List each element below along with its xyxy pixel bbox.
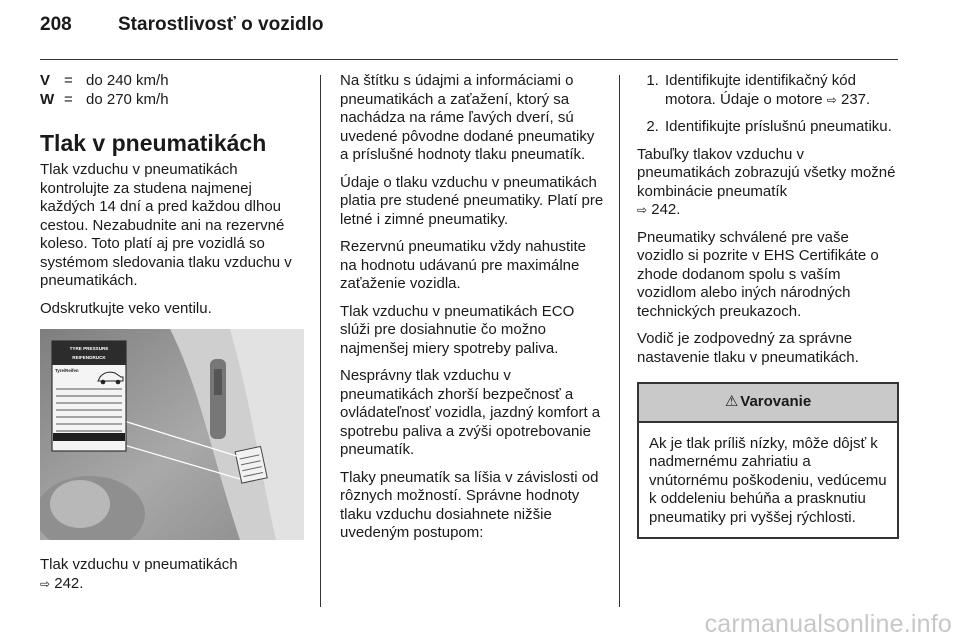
page-ref-arrow-icon: ⇨	[637, 203, 648, 217]
steps-list	[637, 72, 899, 137]
tyre-pressure-label-photo	[40, 329, 304, 540]
page-ref-arrow-icon: ⇨	[826, 92, 837, 107]
paragraph-text: Tabuľky tlakov vzduchu v pneumatikách zobrazujú všetky možné kombinácie pneumatík	[637, 145, 896, 200]
paragraph: Tlak vzduchu v pneumatikách kontrolujte za studena najmenej každých 14 dní a pred každou dlhou cestou. Nezabudnite ani na rezervné koleso. Toto platí aj pre vozidlá so systémom sledovania tlaku vzduchu v pneumatikách.	[40, 161, 292, 289]
warning-header	[639, 384, 897, 423]
paragraph: Nesprávny tlak vzduchu v pneumatikách zhorší bezpečnosť a ovládateľnosť vozidla, jazdný komfort a spotrebu paliva a zvýši opotrebovanie pneumatík.	[340, 367, 601, 458]
list-item	[663, 72, 899, 109]
label-line: REIFENDRUCK	[72, 355, 106, 360]
watermark: carmanualsonline.info	[704, 610, 952, 638]
warning-triangle-icon: ⚠	[724, 392, 739, 410]
page-ref: 242.	[54, 574, 84, 592]
column-3	[637, 72, 899, 539]
speed-eq: =	[64, 72, 73, 89]
step-text: Identifikujte identifikačný kód motora. Údaje o motore	[665, 72, 856, 108]
speed-value: do 270 km/h	[86, 90, 169, 108]
paragraph: Rezervnú pneumatiku vždy nahustite na hodnotu udávanú pre maximálne zaťaženie vozidla.	[340, 238, 586, 292]
page-number: 208	[40, 14, 72, 35]
paragraph: Údaje o tlaku vzduchu v pneumatikách platia pre studené pneumatiky. Platí pre letné i zimné pneumatiky.	[340, 173, 604, 228]
speed-row	[40, 72, 306, 91]
speed-row	[40, 91, 306, 110]
column-divider	[619, 75, 620, 607]
page-header	[40, 14, 323, 36]
warning-text: Ak je tlak príliš nízky, môže dôjsť k nadmernému zahriatiu a vnútornému poškodeniu, vedúcemu k oddeleniu behúňa a prasknutiu pneumatiky pri vyššej rýchlosti.	[649, 434, 887, 526]
warning-body	[639, 423, 897, 538]
section-heading: Tlak v pneumatikách	[40, 130, 267, 156]
page-ref: 237.	[840, 90, 871, 108]
page-ref: 242.	[651, 201, 681, 218]
speed-eq: =	[64, 90, 73, 108]
warning-box	[637, 382, 899, 539]
step-text: Identifikujte príslušnú pneumatiku.	[665, 118, 892, 135]
list-item	[663, 118, 899, 137]
column-divider	[320, 75, 321, 607]
page-title: Starostlivosť o vozidlo	[118, 14, 324, 35]
paragraph: Na štítku s údajmi a informáciami o pneumatikách a zaťažení, ktorý sa nachádza na ráme ľavých dverí, sú uvedené pôvodne dodané pneumatiky a príslušné hodnoty tlaku pneumatík.	[340, 72, 595, 163]
warning-title: Varovanie	[740, 393, 812, 410]
label-line: TYRE PRESSURE	[69, 346, 109, 351]
paragraph: Pneumatiky schválené pre vaše vozidlo si pozrite v EHS Certifikáte o zhode dodanom spolu s vaším vozidlom alebo iných národných technických preukazoch.	[637, 228, 879, 320]
paragraph: Tlaky pneumatík sa líšia v závislosti od rôznych možností. Správne hodnoty tlaku vzduchu dosiahnete nižšie uvedeným postupom:	[340, 468, 599, 541]
paragraph	[637, 146, 899, 220]
page-ref-arrow-icon: ⇨	[40, 576, 51, 591]
header-rule	[40, 59, 898, 60]
paragraph: Tlak vzduchu v pneumatikách ECO slúži pre dosiahnutie čo možno najmenšej miery spotreby paliva.	[340, 302, 575, 357]
column-1	[40, 72, 306, 593]
speed-value: do 240 km/h	[86, 72, 169, 89]
speed-key: V	[40, 72, 51, 89]
caption-text: Tlak vzduchu v pneumatikách	[40, 556, 238, 573]
label-line: Tyre/Reifen	[55, 368, 79, 373]
speed-key: W	[40, 90, 55, 108]
photo-caption	[40, 556, 306, 593]
paragraph: Vodič je zodpovedný za správne nastavenie tlaku v pneumatikách.	[637, 330, 859, 366]
paragraph: Odskrutkujte veko ventilu.	[40, 299, 212, 317]
column-2	[340, 72, 604, 552]
